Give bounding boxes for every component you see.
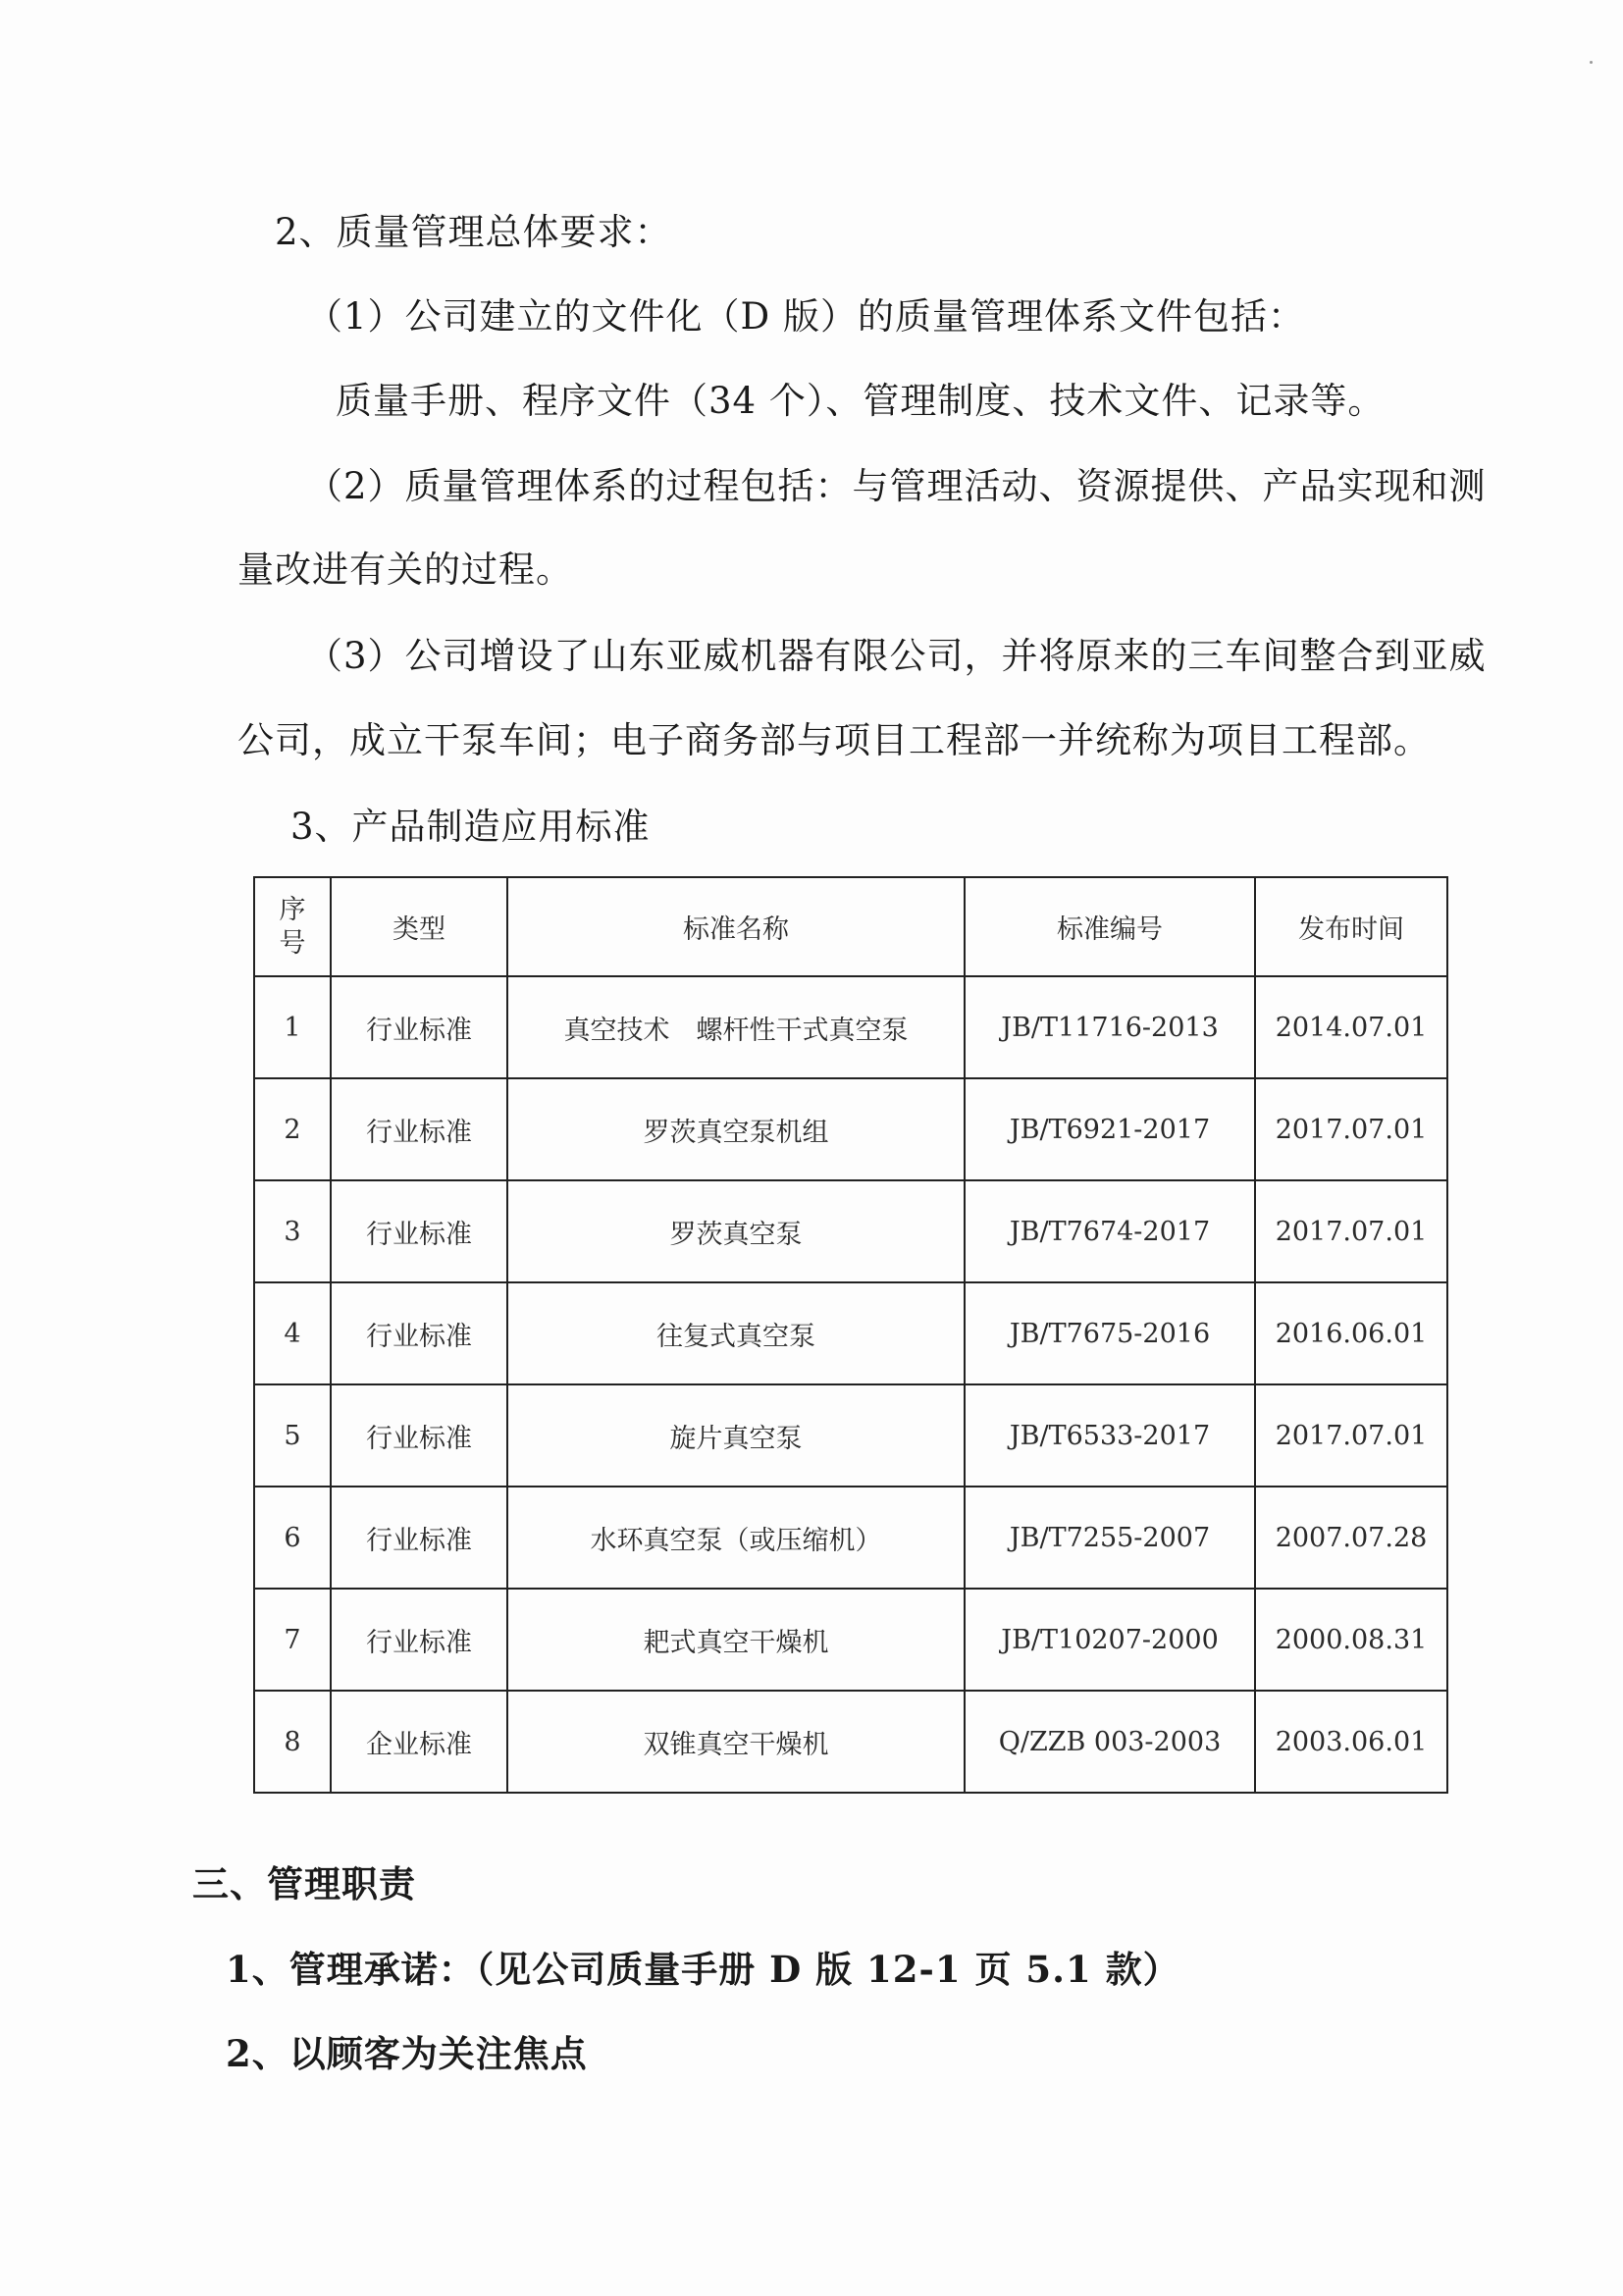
cell-standard-name: 旋片真空泵: [507, 1384, 965, 1487]
cell-release-date: 2017.07.01: [1255, 1078, 1447, 1180]
table-row: [254, 1078, 1447, 1180]
cell-standard-name: 罗茨真空泵: [507, 1180, 965, 1282]
table-row: [254, 976, 1447, 1078]
table-row: [254, 1589, 1447, 1691]
paragraph-item-1-detail: 质量手册、程序文件（34 个）、管理制度、技术文件、记录等。: [336, 380, 1386, 422]
paragraph-item-3-line1: （3）公司增设了山东亚威机器有限公司，并将原来的三车间整合到亚威: [306, 635, 1487, 677]
cell-type: 行业标准: [331, 976, 507, 1078]
paragraph-quality-requirements: 2、质量管理总体要求：: [275, 211, 672, 253]
cell-standard-code: JB/T7674-2017: [965, 1180, 1255, 1282]
cell-release-date: 2003.06.01: [1255, 1691, 1447, 1793]
cell-standard-code: JB/T11716-2013: [965, 976, 1255, 1078]
header-serial-number: [254, 877, 331, 976]
cell-serial-number: 8: [254, 1691, 331, 1793]
cell-type: 行业标准: [331, 1282, 507, 1384]
paragraph-item-3-line2: 公司，成立干泵车间；电子商务部与项目工程部一并统称为项目工程部。: [237, 719, 1431, 761]
cell-serial-number: 1: [254, 976, 331, 1078]
cell-release-date: 2016.06.01: [1255, 1282, 1447, 1384]
table-header-row: [254, 877, 1447, 976]
table-row: [254, 1180, 1447, 1282]
header-release-date: 发布时间: [1255, 877, 1447, 976]
paragraph-item-2-line1: （2）质量管理体系的过程包括：与管理活动、资源提供、产品实现和测: [306, 465, 1487, 507]
cell-serial-number: 3: [254, 1180, 331, 1282]
cell-serial-number: 6: [254, 1487, 331, 1589]
cell-serial-number: 7: [254, 1589, 331, 1691]
standards-table: [253, 876, 1448, 1794]
cell-standard-code: JB/T6533-2017: [965, 1384, 1255, 1487]
header-serial-number-char-2: 号: [279, 927, 306, 959]
table-row: [254, 1282, 1447, 1384]
cell-release-date: 2017.07.01: [1255, 1180, 1447, 1282]
cell-type: 行业标准: [331, 1384, 507, 1487]
cell-type: 行业标准: [331, 1589, 507, 1691]
table-row: [254, 1384, 1447, 1487]
cell-standard-code: JB/T7675-2016: [965, 1282, 1255, 1384]
header-standard-name: 标准名称: [507, 877, 965, 976]
paragraph-item-2-line2: 量改进有关的过程。: [237, 548, 573, 591]
cell-standard-code: JB/T10207-2000: [965, 1589, 1255, 1691]
header-standard-code: 标准编号: [965, 877, 1255, 976]
cell-standard-code: JB/T7255-2007: [965, 1487, 1255, 1589]
paragraph-item-1: （1）公司建立的文件化（D 版）的质量管理体系文件包括：: [306, 295, 1305, 338]
cell-serial-number: 5: [254, 1384, 331, 1487]
cell-standard-name: 耙式真空干燥机: [507, 1589, 965, 1691]
header-type: 类型: [331, 877, 507, 976]
cell-serial-number: 2: [254, 1078, 331, 1180]
cell-standard-code: Q/ZZB 003-2003: [965, 1691, 1255, 1793]
section-item-management-commitment: 1、管理承诺：（见公司质量手册 D 版 12-1 页 5.1 款）: [226, 1948, 1180, 1991]
cell-standard-name: 真空技术 螺杆性干式真空泵: [507, 976, 965, 1078]
cell-standard-name: 罗茨真空泵机组: [507, 1078, 965, 1180]
cell-type: 行业标准: [331, 1078, 507, 1180]
scan-speck: [1590, 61, 1593, 64]
paragraph-standards-heading: 3、产品制造应用标准: [290, 806, 651, 848]
cell-standard-code: JB/T6921-2017: [965, 1078, 1255, 1180]
cell-standard-name: 双锥真空干燥机: [507, 1691, 965, 1793]
table-row: [254, 1487, 1447, 1589]
cell-type: 行业标准: [331, 1180, 507, 1282]
cell-type: 企业标准: [331, 1691, 507, 1793]
cell-serial-number: 4: [254, 1282, 331, 1384]
cell-release-date: 2017.07.01: [1255, 1384, 1447, 1487]
table-row: [254, 1691, 1447, 1793]
section-heading-management-duties: 三、管理职责: [192, 1862, 416, 1905]
cell-release-date: 2007.07.28: [1255, 1487, 1447, 1589]
cell-standard-name: 往复式真空泵: [507, 1282, 965, 1384]
section-item-customer-focus: 2、以顾客为关注焦点: [226, 2032, 588, 2075]
cell-release-date: 2014.07.01: [1255, 976, 1447, 1078]
cell-type: 行业标准: [331, 1487, 507, 1589]
cell-standard-name: 水环真空泵（或压缩机）: [507, 1487, 965, 1589]
header-serial-number-char-1: 序: [279, 894, 306, 925]
cell-release-date: 2000.08.31: [1255, 1589, 1447, 1691]
